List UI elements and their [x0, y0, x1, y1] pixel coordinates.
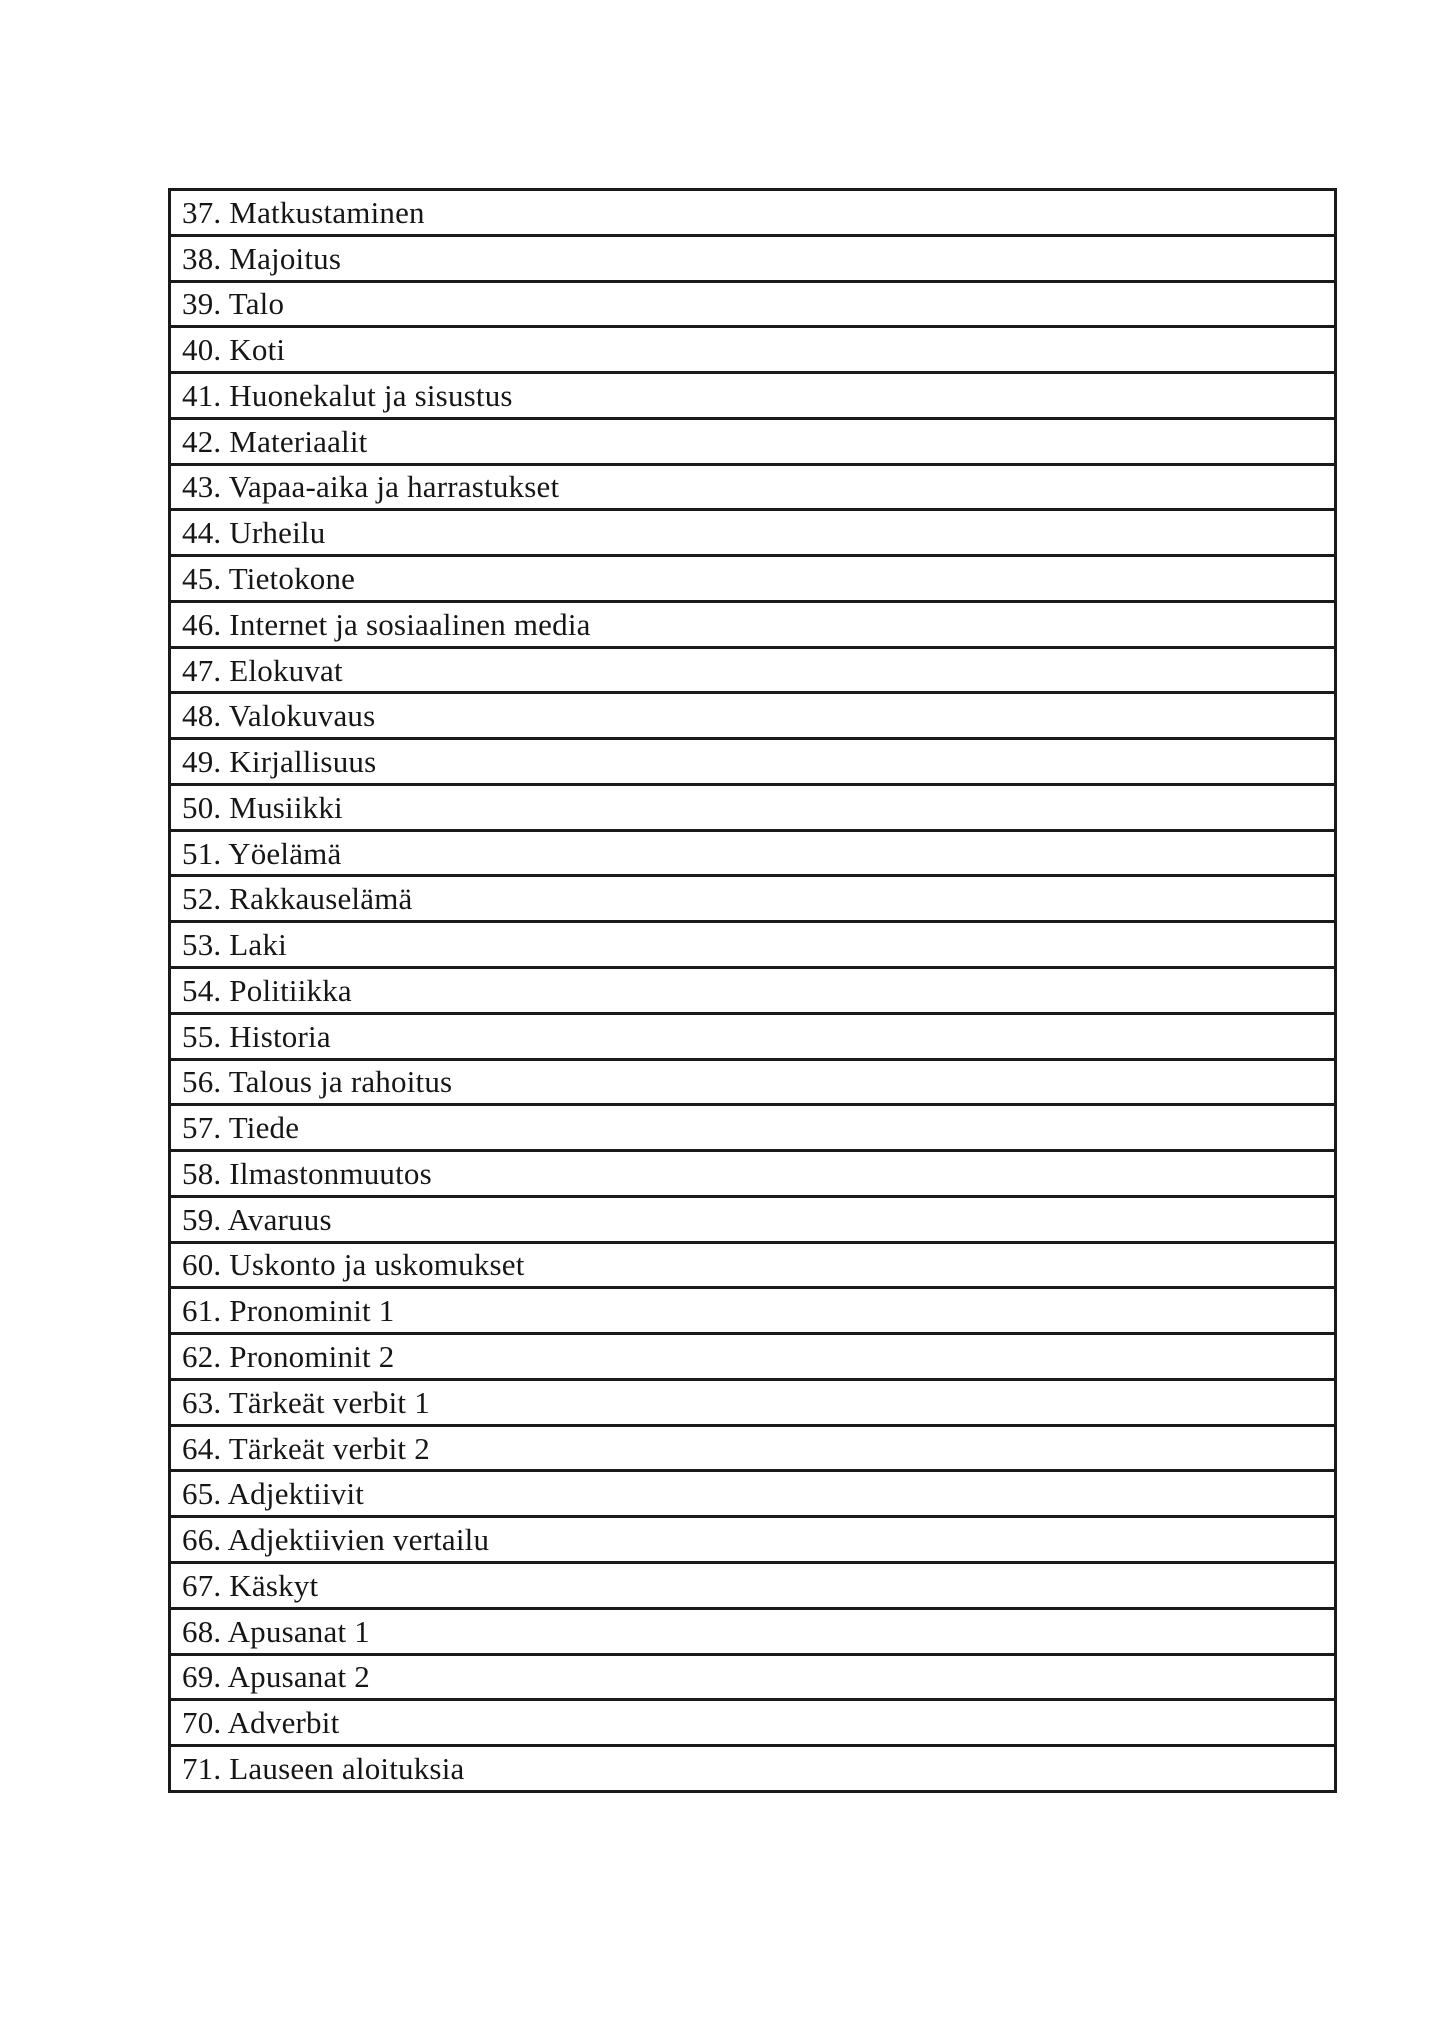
toc-row	[171, 557, 1334, 603]
toc-row	[171, 1472, 1334, 1518]
toc-row	[171, 1106, 1334, 1152]
toc-row-label: 64. Tärkeät verbit 2	[182, 1430, 430, 1466]
toc-row	[171, 1381, 1334, 1427]
toc-row	[171, 283, 1334, 329]
toc-row	[171, 511, 1334, 557]
toc-row-label: 54. Politiikka	[182, 972, 352, 1008]
toc-row-label: 65. Adjektiivit	[182, 1476, 365, 1512]
toc-row-label: 57. Tiede	[182, 1110, 300, 1146]
toc-row	[171, 1152, 1334, 1198]
toc-row	[171, 923, 1334, 969]
toc-row	[171, 1701, 1334, 1747]
toc-row-label: 51. Yöelämä	[182, 835, 342, 871]
toc-row	[171, 1427, 1334, 1473]
toc-row-label: 47. Elokuvat	[182, 652, 343, 688]
toc-row	[171, 832, 1334, 878]
toc-row	[171, 1610, 1334, 1656]
toc-row	[171, 1656, 1334, 1702]
toc-row-label: 41. Huonekalut ja sisustus	[182, 377, 513, 413]
toc-row	[171, 786, 1334, 832]
toc-row-label: 53. Laki	[182, 927, 287, 963]
toc-row-label: 44. Urheilu	[182, 515, 326, 551]
toc-row-label: 58. Ilmastonmuutos	[182, 1155, 432, 1191]
toc-table	[168, 188, 1337, 1793]
toc-row-label: 48. Valokuvaus	[182, 698, 376, 734]
toc-row-label: 61. Pronominit 1	[182, 1293, 395, 1329]
toc-row-label: 46. Internet ja sosiaalinen media	[182, 606, 591, 642]
toc-row-label: 67. Käskyt	[182, 1567, 319, 1603]
toc-row-label: 52. Rakkauselämä	[182, 881, 413, 917]
toc-row-label: 71. Lauseen aloituksia	[182, 1750, 465, 1786]
toc-row	[171, 1289, 1334, 1335]
toc-row-label: 69. Apusanat 2	[182, 1659, 370, 1695]
toc-row	[171, 1518, 1334, 1564]
toc-row-label: 68. Apusanat 1	[182, 1613, 370, 1649]
toc-row-label: 63. Tärkeät verbit 1	[182, 1384, 430, 1420]
toc-row	[171, 1564, 1334, 1610]
toc-row-label: 37. Matkustaminen	[182, 194, 425, 230]
toc-row	[171, 1198, 1334, 1244]
toc-row	[171, 420, 1334, 466]
toc-row	[171, 191, 1334, 237]
toc-row	[171, 466, 1334, 512]
toc-row-label: 38. Majoitus	[182, 240, 342, 276]
toc-row-label: 62. Pronominit 2	[182, 1339, 395, 1375]
toc-row	[171, 1061, 1334, 1107]
toc-row-label: 43. Vapaa-aika ja harrastukset	[182, 469, 560, 505]
toc-row-label: 60. Uskonto ja uskomukset	[182, 1247, 525, 1283]
toc-row	[171, 1244, 1334, 1290]
toc-row	[171, 603, 1334, 649]
toc-row-label: 59. Avaruus	[182, 1201, 332, 1237]
toc-row	[171, 237, 1334, 283]
toc-row-label: 40. Koti	[182, 332, 286, 368]
toc-row	[171, 374, 1334, 420]
toc-row-label: 56. Talous ja rahoitus	[182, 1064, 453, 1100]
toc-row	[171, 1015, 1334, 1061]
toc-row	[171, 877, 1334, 923]
toc-row-label: 50. Musiikki	[182, 789, 343, 825]
toc-row-label: 66. Adjektiivien vertailu	[182, 1522, 490, 1558]
toc-row	[171, 1335, 1334, 1381]
toc-row	[171, 328, 1334, 374]
toc-row-label: 42. Materiaalit	[182, 423, 368, 459]
toc-row-label: 45. Tietokone	[182, 561, 356, 596]
toc-row-label: 55. Historia	[182, 1018, 331, 1054]
toc-row-label: 70. Adverbit	[182, 1705, 340, 1741]
toc-row	[171, 969, 1334, 1015]
toc-row	[171, 1747, 1334, 1790]
toc-row-label: 39. Talo	[182, 286, 285, 322]
toc-row-label: 49. Kirjallisuus	[182, 744, 377, 780]
toc-row	[171, 740, 1334, 786]
toc-row	[171, 694, 1334, 740]
toc-row	[171, 649, 1334, 695]
